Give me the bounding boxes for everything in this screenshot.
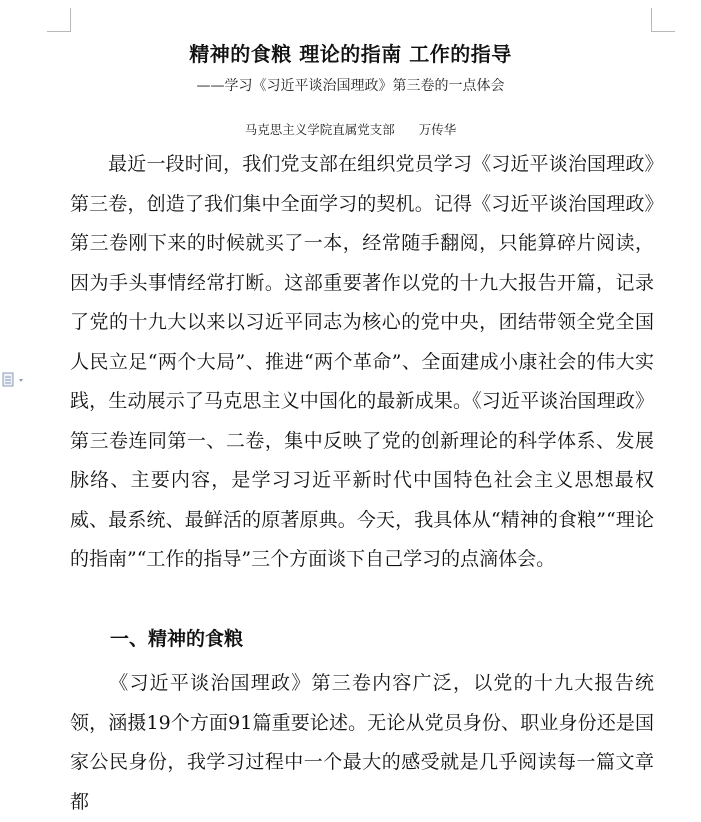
paragraph-text: 《习近平谈治国理政》第三卷内容广泛，以党的十九大报告统领，涵摄19个方面91篇重要论述。无论从党员身份、职业身份还是国家公民身份，我学习过程中一个最大的感受就是几乎阅读每一篇文章都 [70, 672, 654, 813]
document-icon[interactable] [2, 372, 28, 388]
author-org: 马克思主义学院直属党支部 [244, 122, 395, 137]
author-name: 万传华 [418, 122, 457, 137]
crop-mark-left-vertical [70, 8, 71, 31]
body-paragraph[interactable] [70, 145, 654, 580]
document-title: 精神的食粮 理论的指南 工作的指导 [189, 42, 512, 66]
section-heading: 一、精神的食粮 [110, 628, 244, 650]
crop-mark-right-horizontal [651, 31, 675, 32]
paragraph-text: 最近一段时间，我们党支部在组织党员学习《习近平谈治国理政》第三卷，创造了我们集中全面学习的契机。记得《习近平谈治国理政》第三卷刚下来的时候就买了一本，经常随手翻阅，只能算碎片阅读，因为手头事情经常打断。这部重要著作以党的十九大报告开篇，记录了党的十九大以来以习近平同志为核心的党中央，团结带领全党全国人民立足“两个大局”、推进“两个革命”、全面建成小康社会的伟大实践，生动展示了马克思主义中国化的最新成果。《习近平谈治国理政》第三卷连同第一、二卷，集中反映了党的创新理论的科学体系、发展脉络、主要内容，是学习习近平新时代中国特色社会主义思想最权威、最系统、最鲜活的原著原典。今天，我具体从“精神的食粮”“理论的指南”“工作的指导”三个方面谈下自己学习的点滴体会。 [70, 153, 654, 570]
document-subtitle: ——学习《习近平谈治国理政》第三卷的一点体会 [196, 78, 505, 94]
author-line [0, 120, 701, 138]
crop-mark-right-vertical [651, 8, 652, 31]
body-paragraph[interactable] [70, 664, 654, 822]
crop-mark-left-horizontal [47, 31, 71, 32]
